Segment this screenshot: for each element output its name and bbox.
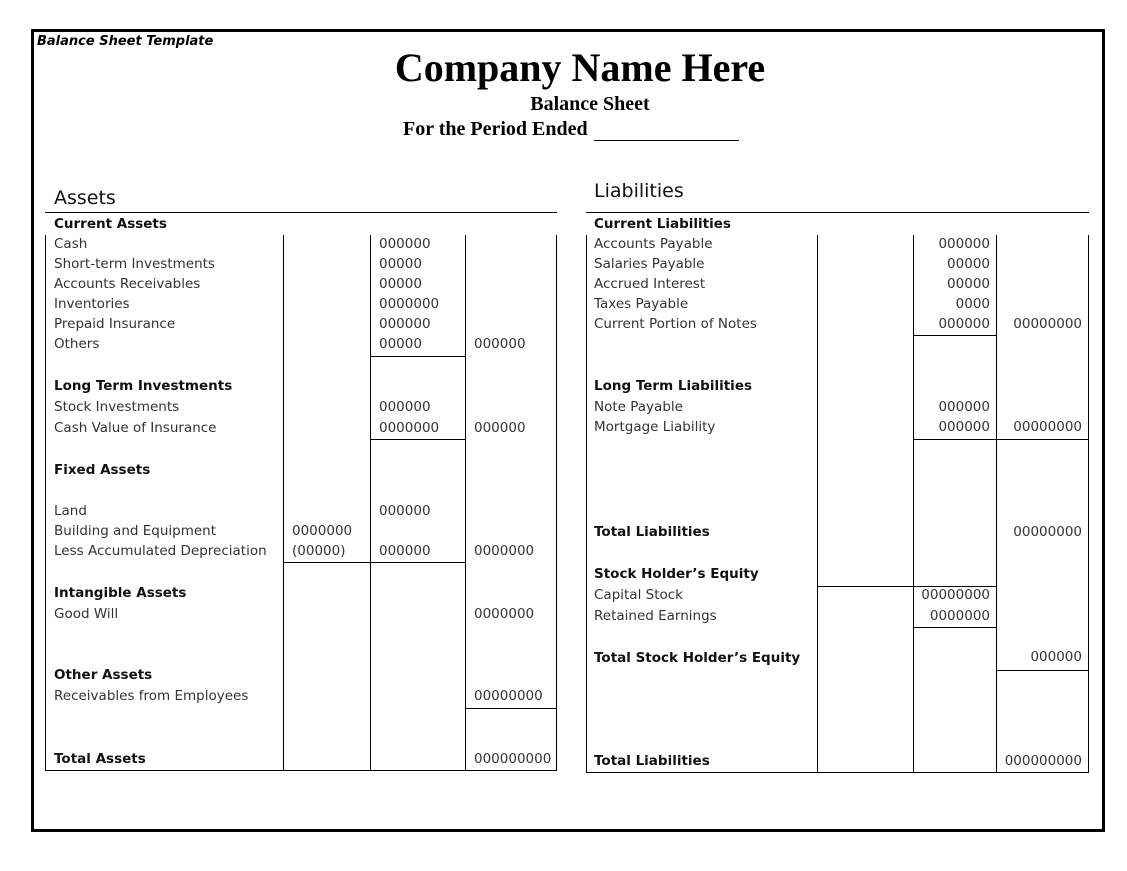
liability-label: Accrued Interest (594, 276, 706, 292)
asset-value: 000000 (379, 503, 431, 519)
total-liabilities-value: 00000000 (1013, 524, 1082, 540)
total-assets-value: 000000000 (474, 751, 552, 767)
liabilities-grid-line (1088, 235, 1089, 772)
liabilities-grid-line (586, 235, 587, 772)
liability-value: 000000 (938, 399, 990, 415)
asset-label: Land (54, 503, 87, 519)
asset-label: Inventories (54, 296, 130, 312)
asset-value: 000000 (379, 543, 431, 559)
asset-label: Accounts Receivables (54, 276, 201, 292)
period-line (403, 118, 739, 141)
assets-title-rule (45, 212, 557, 213)
current-liabilities-heading: Current Liabilities (594, 216, 731, 232)
asset-value: 00000 (379, 336, 422, 352)
liability-label: Salaries Payable (594, 256, 705, 272)
asset-label: Short-term Investments (54, 256, 215, 272)
liability-value: 0000 (955, 296, 990, 312)
assets-grid-line (556, 235, 557, 770)
liabilities-subtotal-rule (913, 627, 996, 628)
asset-value: 000000 (379, 316, 431, 332)
template-label: Balance Sheet Template (37, 34, 214, 49)
liabilities-subtotal-rule (996, 670, 1088, 671)
period-label: For the Period Ended (403, 118, 588, 140)
asset-value: 000000 (379, 399, 431, 415)
assets-grid-line (283, 235, 284, 770)
asset-label: Prepaid Insurance (54, 316, 176, 332)
current-assets-heading: Current Assets (54, 216, 167, 232)
liability-value: 00000 (947, 256, 990, 272)
long-term-liabilities-subtotal: 00000000 (1013, 419, 1082, 435)
liability-label: Note Payable (594, 399, 683, 415)
assets-bottom-rule (45, 770, 557, 771)
grand-total-liabilities-value: 000000000 (1004, 753, 1082, 769)
equity-label: Capital Stock (594, 587, 683, 603)
intangible-assets-heading: Intangible Assets (54, 585, 187, 601)
liability-value: 000000 (938, 236, 990, 252)
asset-value: 0000000 (379, 420, 440, 436)
total-equity-label: Total Stock Holder’s Equity (594, 650, 801, 666)
liability-value: 00000 (947, 276, 990, 292)
fixed-assets-heading: Fixed Assets (54, 462, 151, 478)
assets-grid-line (465, 235, 466, 770)
equity-label: Retained Earnings (594, 608, 717, 624)
total-liabilities-label: Total Liabilities (594, 524, 710, 540)
liabilities-title-rule (586, 212, 1089, 213)
liabilities-subtotal-rule (913, 439, 1088, 440)
long-term-investments-subtotal: 000000 (474, 420, 526, 436)
liability-label: Mortgage Liability (594, 419, 716, 435)
liability-label: Accounts Payable (594, 236, 713, 252)
asset-label: Cash Value of Insurance (54, 420, 217, 436)
liability-label: Current Portion of Notes (594, 316, 757, 332)
equity-value: 0000000 (929, 608, 990, 624)
assets-grid-line (45, 235, 46, 770)
asset-label: Stock Investments (54, 399, 180, 415)
liability-value: 000000 (938, 419, 990, 435)
asset-label: Cash (54, 236, 88, 252)
assets-title: Assets (54, 187, 116, 209)
other-assets-heading: Other Assets (54, 667, 153, 683)
liability-label: Taxes Payable (594, 296, 689, 312)
assets-grid-line (370, 235, 371, 770)
current-assets-subtotal: 000000 (474, 336, 526, 352)
current-liabilities-subtotal: 00000000 (1013, 316, 1082, 332)
liabilities-bottom-rule (586, 772, 1089, 773)
asset-label: Others (54, 336, 100, 352)
asset-value: (00000) (292, 543, 346, 559)
asset-label: Good Will (54, 606, 119, 622)
long-term-investments-heading: Long Term Investments (54, 378, 233, 394)
asset-value: 0000000 (379, 296, 440, 312)
assets-subtotal-rule (370, 356, 465, 357)
fixed-assets-subtotal: 0000000 (474, 543, 535, 559)
asset-value: 0000000 (292, 523, 353, 539)
liabilities-grid-line (817, 235, 818, 772)
equity-value: 00000000 (921, 587, 990, 603)
sheet-subtitle: Balance Sheet (530, 93, 650, 115)
other-assets-subtotal: 00000000 (474, 688, 543, 704)
total-assets-label: Total Assets (54, 751, 146, 767)
liability-value: 000000 (938, 316, 990, 332)
total-equity-value: 000000 (1030, 649, 1082, 665)
company-name: Company Name Here (394, 45, 766, 90)
intangible-assets-subtotal: 0000000 (474, 606, 535, 622)
asset-value: 000000 (379, 236, 431, 252)
grand-total-liabilities-label: Total Liabilities (594, 753, 710, 769)
asset-label: Less Accumulated Depreciation (54, 543, 267, 559)
asset-label: Receivables from Employees (54, 688, 249, 704)
assets-subtotal-rule (465, 708, 556, 709)
liabilities-title: Liabilities (594, 180, 684, 202)
assets-subtotal-rule (370, 439, 465, 440)
liabilities-subtotal-rule (913, 335, 996, 336)
period-blank-field[interactable] (594, 118, 739, 141)
equity-heading: Stock Holder’s Equity (594, 566, 759, 582)
long-term-liabilities-heading: Long Term Liabilities (594, 378, 753, 394)
asset-value: 00000 (379, 256, 422, 272)
asset-label: Building and Equipment (54, 523, 217, 539)
asset-value: 00000 (379, 276, 422, 292)
assets-subtotal-rule (283, 562, 465, 563)
